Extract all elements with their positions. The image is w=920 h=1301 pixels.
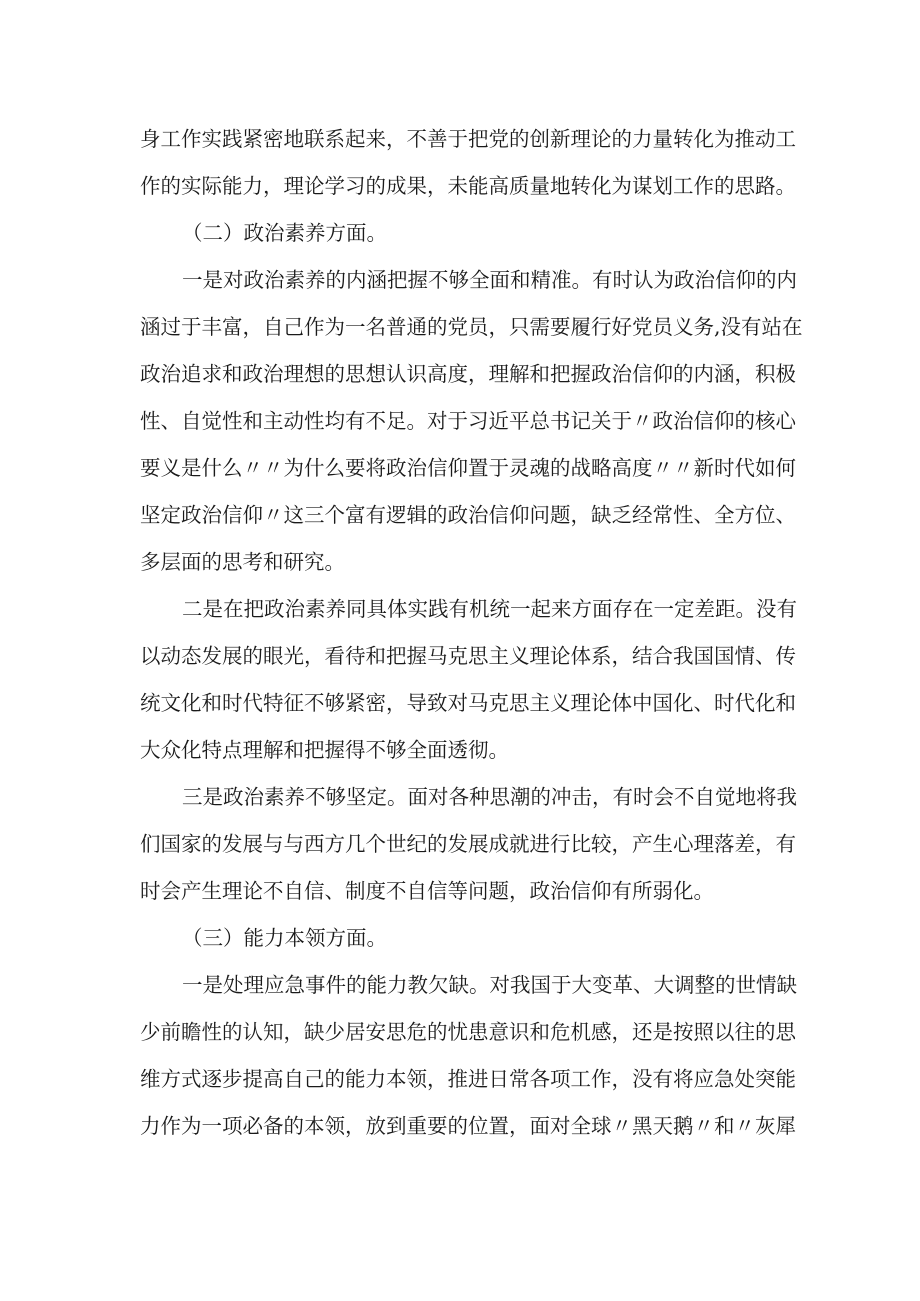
text-line: 时会产生理论不自信、制度不自信等问题，政治信仰有所弱化。 [140, 879, 714, 903]
text-line: 二是在把政治素养同具体实践有机统一起来方面存在一定差距。没有 [182, 597, 797, 621]
text-line: 一是处理应急事件的能力教欠缺。对我国于大变革、大调整的世情缺 [182, 973, 797, 997]
text-line: 坚定政治信仰〃这三个富有逻辑的政治信仰问题，缺乏经常性、全方位、 [140, 503, 796, 527]
text-line: 统文化和时代特征不够紧密，导致对马克思主义理论体中国化、时代化和 [140, 691, 796, 715]
text-line: 们国家的发展与与西方几个世纪的发展成就进行比较，产生心理落差，有 [140, 832, 796, 856]
text-line: 涵过于丰富，自己作为一名普通的党员，只需要履行好党员义务,没有站在 [140, 315, 803, 339]
text-line: 力作为一项必备的本领，放到重要的位置，面对全球〃黑天鹅〃和〃灰犀 [140, 1114, 796, 1138]
text-line: 以动态发展的眼光，看待和把握马克思主义理论体系，结合我国国情、传 [140, 644, 796, 668]
section-heading: （三）能力本领方面。 [182, 926, 387, 950]
text-line: 多层面的思考和研究。 [140, 550, 345, 574]
text-line: 一是对政治素养的内涵把握不够全面和精准。有时认为政治信仰的内 [182, 268, 797, 292]
text-line: 身工作实践紧密地联系起来，不善于把党的创新理论的力量转化为推动工 [140, 127, 796, 151]
text-line: 维方式逐步提高自己的能力本领，推进日常各项工作，没有将应急处突能 [140, 1067, 796, 1091]
text-line: 政治追求和政治理想的思想认识高度，理解和把握政治信仰的内涵，积极 [140, 362, 796, 386]
text-line: 少前瞻性的认知，缺少居安思危的忧患意识和危机感，还是按照以往的思 [140, 1020, 796, 1044]
text-line: 要义是什么〃〃为什么要将政治信仰置于灵魂的战略高度〃〃新时代如何 [140, 456, 796, 480]
text-line: 三是政治素养不够坚定。面对各种思潮的冲击，有时会不自觉地将我 [182, 785, 797, 809]
text-line: 性、自觉性和主动性均有不足。对于习近平总书记关于〃政治信仰的核心 [140, 409, 796, 433]
section-heading: （二）政治素养方面。 [182, 221, 387, 245]
text-line: 大众化特点理解和把握得不够全面透彻。 [140, 738, 509, 762]
text-line: 作的实际能力，理论学习的成果，未能高质量地转化为谋划工作的思路。 [140, 174, 796, 198]
